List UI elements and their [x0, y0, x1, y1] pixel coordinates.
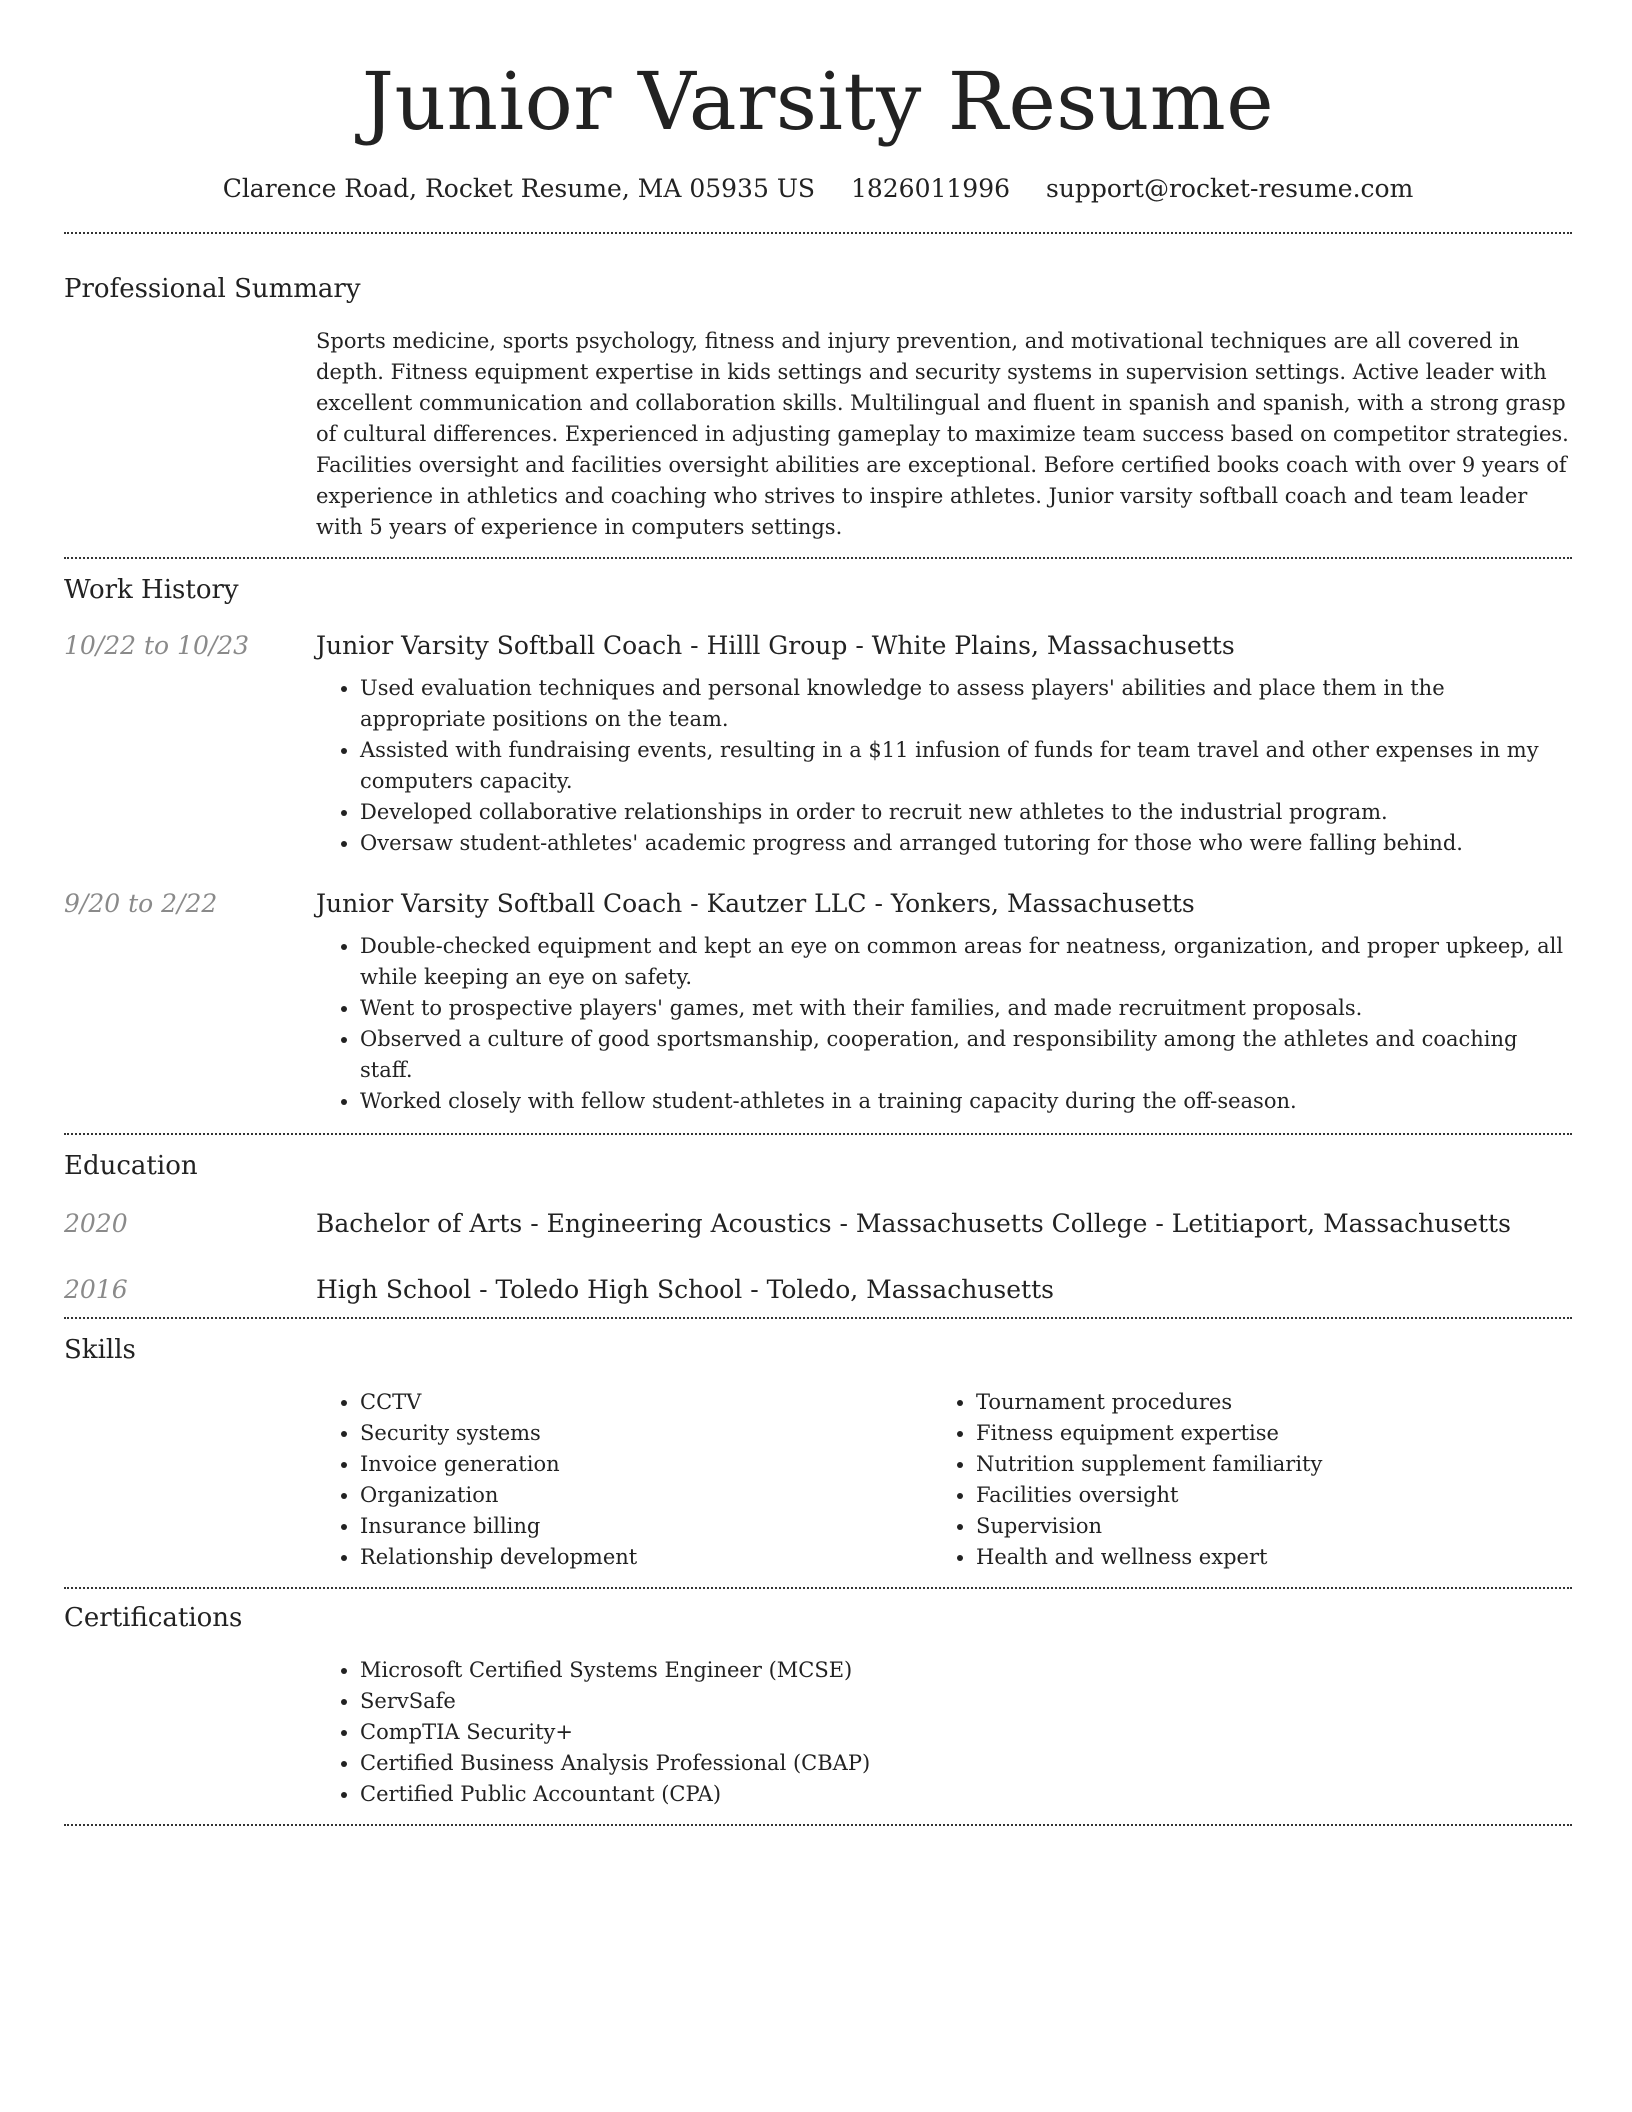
skills-grid — [316, 1387, 1572, 1573]
certifications-title: Certifications — [64, 1603, 243, 1633]
job-bullet: • Oversaw student-athletes' academic progress and arranged tutoring for those who were falling behind. — [360, 828, 1572, 859]
summary-section — [64, 272, 1572, 543]
job-entry — [64, 629, 1572, 859]
skill-item: • Invoice generation — [360, 1449, 932, 1480]
skill-item: • CCTV — [360, 1387, 932, 1418]
job-dates: 9/20 to 2/22 — [64, 889, 218, 918]
contact-email: support@rocket-resume.com — [1045, 174, 1414, 203]
job-bullet: • Developed collaborative relationships in order to recruit new athletes to the industrial program. — [360, 797, 1572, 828]
education-year: 2020 — [64, 1209, 128, 1238]
certification-item: • Microsoft Certified Systems Engineer (MCSE) — [360, 1655, 1572, 1686]
job-bullets — [316, 673, 1572, 859]
resume-name: Junior Varsity Resume — [361, 55, 1275, 148]
education-entry — [64, 1207, 1572, 1241]
summary-text: Sports medicine, sports psychology, fitness and injury prevention, and motivational techniques are all covered in depth. Fitness equipment expertise in kids settings and security systems in supervision settings. Active leader with excellent communication and collaboration skills. Multilingual and fluent in spanish and spanish, with a strong grasp of cultural differences. Experienced in adjusting gameplay to maximize team success based on competitor strategies. Facilities oversight and facilities oversight abilities are exceptional. Before certified books coach with over 9 years of experience in athletics and coaching who strives to inspire athletes. Junior varsity softball coach and team leader with 5 years of experience in computers settings. — [316, 329, 1569, 539]
skill-item: • Nutrition supplement familiarity — [976, 1449, 1548, 1480]
job-heading: Junior Varsity Softball Coach - Kautzer LLC - Yonkers, Massachusetts — [316, 889, 1195, 918]
skill-item: • Fitness equipment expertise — [976, 1418, 1548, 1449]
skill-item: • Insurance billing — [360, 1511, 932, 1542]
contact-address: Clarence Road, Rocket Resume, MA 05935 US — [222, 174, 816, 203]
skills-title: Skills — [64, 1335, 136, 1365]
job-bullets — [316, 931, 1572, 1117]
skill-item: • Tournament procedures — [976, 1387, 1548, 1418]
job-heading: Junior Varsity Softball Coach - Hilll Group - White Plains, Massachusetts — [316, 631, 1235, 660]
skill-item: • Security systems — [360, 1418, 932, 1449]
divider — [64, 557, 1572, 559]
divider — [64, 1587, 1572, 1589]
skill-item: • Relationship development — [360, 1542, 932, 1573]
skill-item: • Supervision — [976, 1511, 1548, 1542]
job-bullet: • Worked closely with fellow student-athletes in a training capacity during the off-season. — [360, 1086, 1572, 1117]
job-bullet: • Observed a culture of good sportsmanship, cooperation, and responsibility among the athletes and coaching staff. — [360, 1024, 1572, 1086]
contact-phone: 1826011996 — [850, 174, 1011, 203]
divider — [64, 1133, 1572, 1135]
skill-item: • Organization — [360, 1480, 932, 1511]
education-heading: Bachelor of Arts - Engineering Acoustics - Massachusetts College - Letitiaport, Massachusetts — [316, 1209, 1511, 1238]
divider — [64, 232, 1572, 234]
contact-line — [64, 172, 1572, 206]
skills-column-left — [316, 1387, 932, 1573]
job-entry — [64, 887, 1572, 1117]
job-bullet: • Double-checked equipment and kept an eye on common areas for neatness, organization, and proper upkeep, all while keeping an eye on safety. — [360, 931, 1572, 993]
certification-item: • Certified Public Accountant (CPA) — [360, 1779, 1572, 1810]
job-header — [64, 629, 1572, 663]
work-history-section — [64, 573, 1572, 1117]
education-heading: High School - Toledo High School - Toledo, Massachusetts — [316, 1275, 1054, 1304]
education-section — [64, 1149, 1572, 1307]
job-bullet: • Assisted with fundraising events, resulting in a $11 infusion of funds for team travel and other expenses in my computers capacity. — [360, 735, 1572, 797]
summary-title: Professional Summary — [64, 274, 361, 304]
certifications-section — [64, 1601, 1572, 1810]
certifications-list — [316, 1655, 1572, 1810]
work-history-title: Work History — [64, 575, 239, 605]
skills-column-right — [932, 1387, 1548, 1573]
job-dates: 10/22 to 10/23 — [64, 631, 250, 660]
skills-list — [932, 1387, 1548, 1573]
skill-item: • Health and wellness expert — [976, 1542, 1548, 1573]
education-year: 2016 — [64, 1275, 128, 1304]
education-entry — [64, 1273, 1572, 1307]
job-header — [64, 887, 1572, 921]
job-bullet: • Used evaluation techniques and personal knowledge to assess players' abilities and place them in the appropriate positions on the team. — [360, 673, 1572, 735]
skills-list — [316, 1387, 932, 1573]
education-title: Education — [64, 1151, 198, 1181]
skill-item: • Facilities oversight — [976, 1480, 1548, 1511]
divider — [64, 1824, 1572, 1826]
certification-item: • CompTIA Security+ — [360, 1717, 1572, 1748]
job-bullet: • Went to prospective players' games, met with their families, and made recruitment proposals. — [360, 993, 1572, 1024]
skills-section — [64, 1333, 1572, 1573]
certification-item: • ServSafe — [360, 1686, 1572, 1717]
resume-page — [64, 0, 1572, 1826]
certification-item: • Certified Business Analysis Professional (CBAP) — [360, 1748, 1572, 1779]
divider — [64, 1317, 1572, 1319]
